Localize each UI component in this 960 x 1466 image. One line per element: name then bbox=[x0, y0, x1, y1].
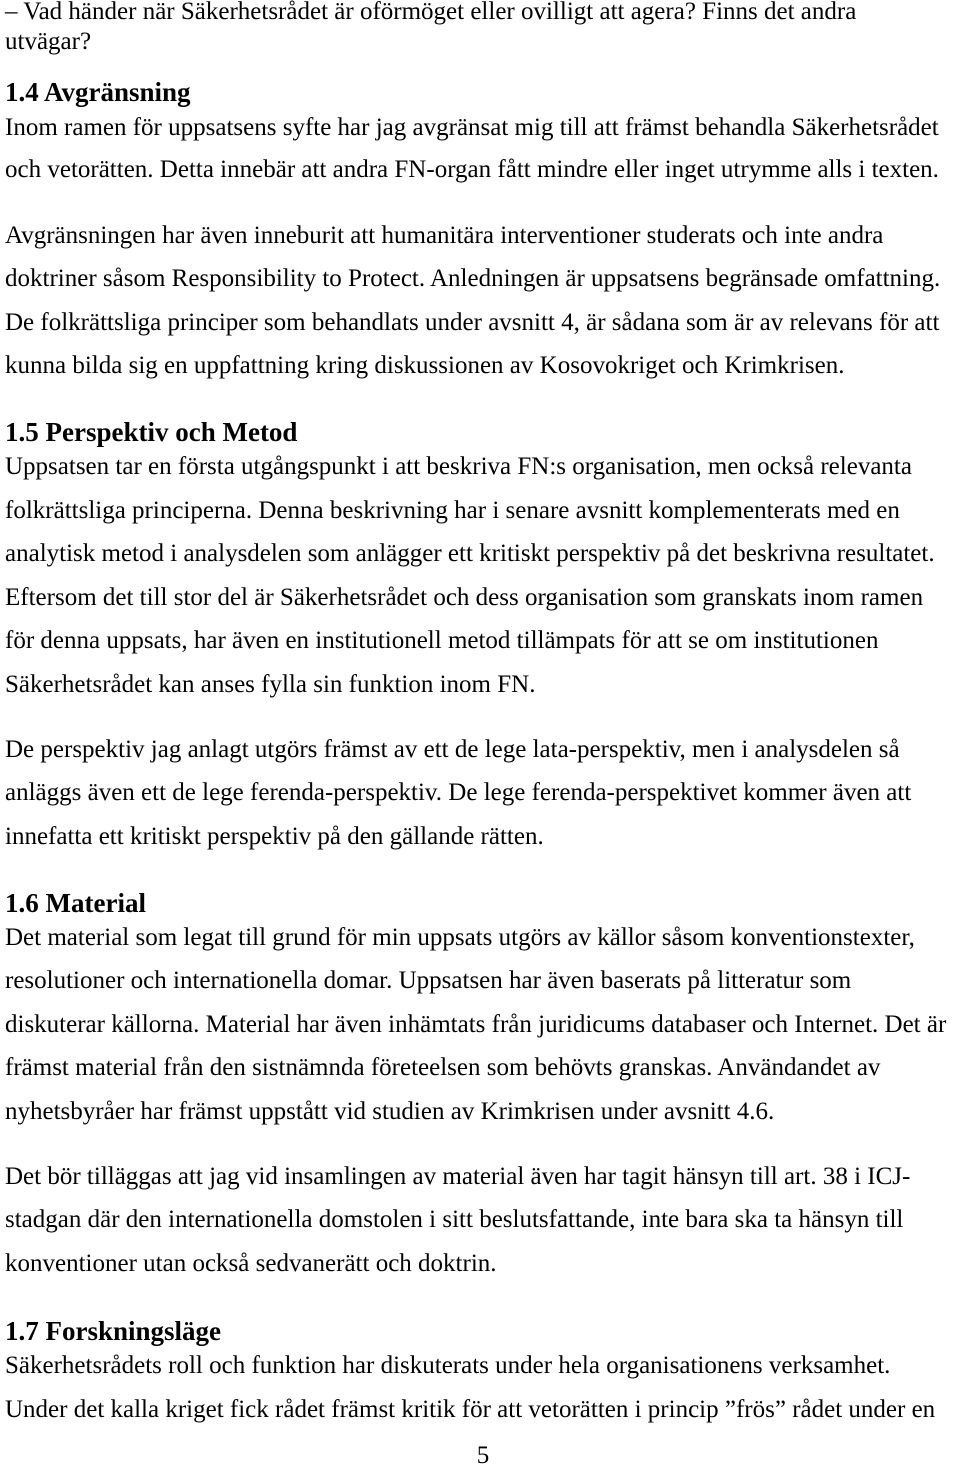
text-line: Eftersom det till stor del är Säkerhetsrådet och dess organisation som granskats inom ramen bbox=[5, 584, 924, 611]
text-line: De folkrättsliga principer som behandlats under avsnitt 4, är sådana som är av relevans för att bbox=[5, 309, 940, 336]
section-heading: 1.5 Perspektiv och Metod bbox=[5, 417, 298, 447]
text-line: kunna bilda sig en uppfattning kring diskussionen av Kosovokriget och Krimkrisen. bbox=[5, 352, 845, 379]
text-line: analytisk metod i analysdelen som anlägger ett kritiskt perspektiv på det beskrivna resultatet. bbox=[5, 540, 935, 567]
text-line: innefatta ett kritiskt perspektiv på den gällande rätten. bbox=[5, 823, 544, 850]
section-heading: 1.6 Material bbox=[5, 888, 146, 918]
section-heading: 1.4 Avgränsning bbox=[5, 77, 191, 107]
text-line: utvägar? bbox=[5, 28, 92, 55]
text-line: De perspektiv jag anlagt utgörs främst av ett de lege lata-perspektiv, men i analysdelen så bbox=[5, 736, 900, 763]
text-line: Inom ramen för uppsatsens syfte har jag avgränsat mig till att främst behandla Säkerhetsrådet bbox=[5, 114, 939, 141]
text-line: Det material som legat till grund för min uppsats utgörs av källor såsom konventionstexter, bbox=[5, 924, 915, 951]
text-line: doktriner såsom Responsibility to Protect. Anledningen är uppsatsens begränsade omfattning. bbox=[5, 265, 941, 292]
text-line: diskuterar källorna. Material har även inhämtats från juridicums databaser och Internet. Det är bbox=[5, 1011, 947, 1038]
text-line: Uppsatsen tar en första utgångspunkt i att beskriva FN:s organisation, men också relevanta bbox=[5, 453, 912, 480]
text-line: stadgan där den internationella domstolen i sitt beslutsfattande, inte bara ska ta hänsyn till bbox=[5, 1206, 904, 1233]
text-line: nyhetsbyråer har främst uppstått vid studien av Krimkrisen under avsnitt 4.6. bbox=[5, 1098, 775, 1125]
text-line: konventioner utan också sedvanerätt och doktrin. bbox=[5, 1250, 497, 1277]
text-line: anläggs även ett de lege ferenda-perspektiv. De lege ferenda-perspektivet kommer även att bbox=[5, 779, 912, 806]
text-line: folkrättsliga principerna. Denna beskrivning har i senare avsnitt komplementerats med en bbox=[5, 497, 900, 524]
text-line: Det bör tilläggas att jag vid insamlingen av material även har tagit hänsyn till art. 38 i ICJ- bbox=[5, 1163, 911, 1190]
text-line: Avgränsningen har även inneburit att humanitära interventioner studerats och inte andra bbox=[5, 222, 884, 249]
text-line: Säkerhetsrådet kan anses fylla sin funktion inom FN. bbox=[5, 671, 536, 698]
text-line: Under det kalla kriget fick rådet främst kritik för att vetorätten i princip ”frös” rådet under en bbox=[5, 1396, 936, 1423]
text-line: främst material från den sistnämnda företeelsen som behövts granskas. Användandet av bbox=[5, 1054, 881, 1081]
text-line: för denna uppsats, har även en institutionell metod tillämpats för att se om institutionen bbox=[5, 627, 879, 654]
page-number: 5 bbox=[476, 1442, 490, 1466]
section-heading: 1.7 Forskningsläge bbox=[5, 1316, 222, 1346]
text-line: resolutioner och internationella domar. Uppsatsen har även baserats på litteratur som bbox=[5, 967, 852, 994]
text-line: Säkerhetsrådets roll och funktion har diskuterats under hela organisationens verksamhet. bbox=[5, 1352, 891, 1379]
text-line: och vetorätten. Detta innebär att andra FN-organ fått mindre eller inget utrymme alls i texten. bbox=[5, 156, 939, 183]
text-line: – Vad händer när Säkerhetsrådet är oförmöget eller ovilligt att agera? Finns det andra bbox=[5, 0, 857, 25]
